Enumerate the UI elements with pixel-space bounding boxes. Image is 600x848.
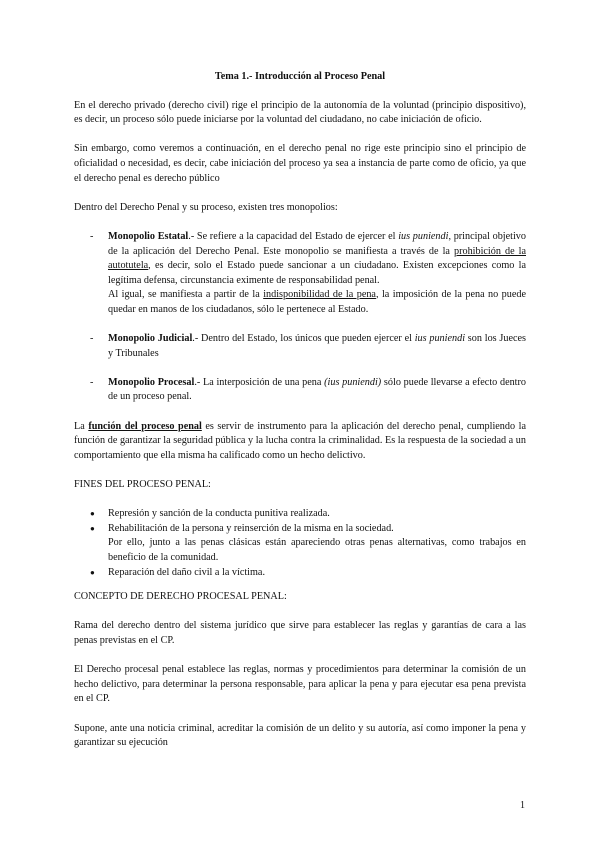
monopolio-procesal-text-1: .- La interposición de una pena [194, 376, 325, 388]
monopolio-judicial-text-2: son los Jueces y Tribunales [108, 333, 526, 359]
fin-item-reparacion [74, 566, 526, 581]
monopolio-estatal-text-1: .- Se refiere a la capacidad del Estado de ejercer el [188, 230, 399, 242]
monopolio-estatal-text-3: , es decir, solo el Estado puede sancionar a un ciudadano. Existen excepciones como la legítima defensa, circunstancia eximente de responsabilidad penal. [108, 260, 526, 286]
bullet-marker: ● [90, 509, 95, 519]
paragraph-monopolios-intro: Dentro del Derecho Penal y su proceso, existen tres monopolios: [74, 201, 338, 213]
ius-puniendi-term: (ius puniendi) [324, 376, 382, 388]
monopolio-estatal-text-5: , la imposición de la pena no puede quedar en manos de los ciudadanos, sólo le pertenece al Estado. [108, 289, 527, 315]
monopolio-judicial-item [74, 332, 526, 361]
paragraph-supone: Supone, ante una noticia criminal, acreditar la comisión de un delito y su autoría, así como imponer la pena y garantizar su ejecución [74, 722, 526, 749]
dash-marker: - [90, 376, 94, 388]
fin-text: Represión y sanción de la conducta punitiva realizada. [108, 508, 330, 520]
ius-puniendi-term: ius puniendi [414, 333, 466, 345]
dash-marker: - [90, 333, 94, 345]
monopolio-judicial-label: Monopolio Judicial [108, 333, 193, 345]
document-title: Tema 1.- Introducción al Proceso Penal [214, 71, 386, 82]
monopolio-procesal-text-2: sólo puede llevarse a efecto dentro de un proceso penal. [108, 376, 527, 403]
prohibicion-autotutela-term: prohibición de la autotutela [108, 245, 527, 272]
indisponibilidad-pena-term: indisponibilidad de la pena [263, 289, 376, 301]
monopolio-estatal-text-2: , principal objetivo de la aplicación del Derecho Penal. Este monopolio se manifiesta a través de la [108, 230, 526, 257]
paragraph-derecho-procesal: El Derecho procesal penal establece las reglas, normas y procedimientos para determinar la comisión de un hecho delictivo, para determinar la persona responsable, para aplicar la pena y para ejecutar esa pena prevista en el CP. [74, 664, 526, 705]
monopolio-estatal-text-4: Al igual, se manifiesta a partir de la [108, 289, 264, 301]
monopolio-estatal-label: Monopolio Estatal [108, 230, 189, 242]
bullet-marker: ● [90, 567, 95, 577]
fin-text: Reparación del daño civil a la víctima. [108, 566, 265, 578]
monopolio-judicial-text-1: .- Dentro del Estado, los únicos que pueden ejercer el [192, 333, 415, 345]
fin-text-continued: Por ello, junto a las penas clásicas están apareciendo otras penas alternativas, como trabajos en beneficio de la comunidad. [108, 537, 526, 563]
fin-text: Rehabilitación de la persona y reinserción de la misma en la sociedad. [108, 522, 394, 534]
paragraph-rama-derecho: Rama del derecho dentro del sistema jurídico que sirve para establecer las reglas y garantías de cara a las penas previstas en el CP. [74, 620, 526, 646]
paragraph-derecho-privado: En el derecho privado (derecho civil) rige el principio de la autonomía de la voluntad (principio dispositivo), es decir, un proceso sólo puede iniciarse por la voluntad del ciudadano, no cabe iniciación de oficio. [74, 99, 526, 126]
page-number: 1 [520, 800, 525, 811]
funcion-proceso-term: función del proceso penal [88, 420, 202, 432]
heading-concepto: CONCEPTO DE DERECHO PROCESAL PENAL: [74, 591, 287, 603]
ius-puniendi-term: ius puniendi [398, 230, 449, 242]
bullet-marker: ● [90, 523, 95, 533]
fin-item-represion [74, 507, 526, 522]
monopolio-estatal-item [74, 230, 526, 318]
monopolio-procesal-item [74, 376, 526, 405]
fines-list [74, 507, 526, 580]
heading-fines: FINES DEL PROCESO PENAL: [74, 479, 211, 491]
paragraph-funcion-proceso [74, 420, 526, 464]
document-body [74, 70, 526, 765]
paragraph-sin-embargo: Sin embargo, como veremos a continuación, en el derecho penal no rige este principio sino el principio de oficialidad o necesidad, es decir, cabe iniciación del proceso ya sea a instancia de parte como de oficio, ya que el derecho penal es derecho público [74, 143, 526, 184]
dash-marker: - [90, 230, 94, 242]
monopolios-list [74, 230, 526, 405]
fin-item-rehabilitacion [74, 522, 526, 566]
funcion-text-2: es servir de instrumento para la aplicación del derecho penal, cumpliendo la función de garantizar la seguridad pública y la lucha contra la criminalidad. Es la respuesta de la sociedad a un comportamiento que ella misma ha calificado como un hecho delictivo. [74, 420, 526, 461]
monopolio-procesal-label: Monopolio Procesal [108, 376, 195, 388]
funcion-text-1: La [74, 420, 89, 432]
